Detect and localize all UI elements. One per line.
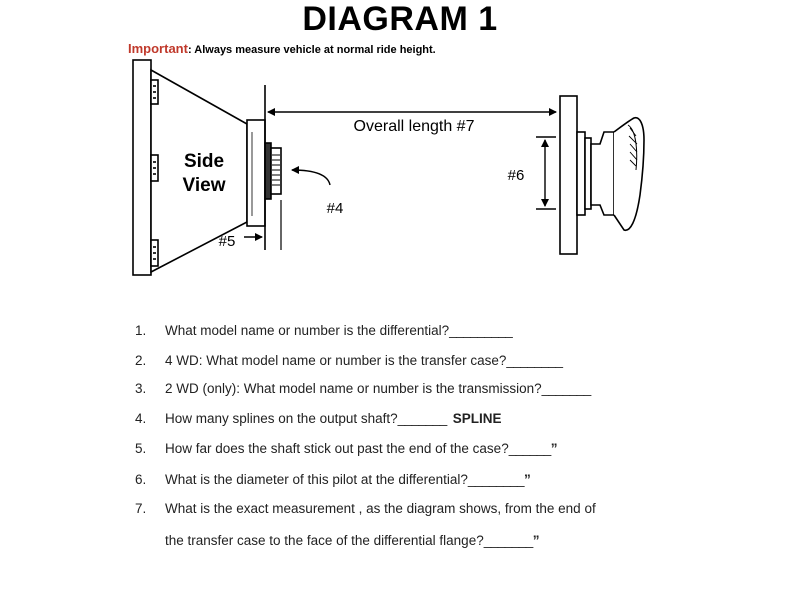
important-label: Important [128, 41, 188, 56]
label-4: #4 [326, 200, 344, 217]
question-number: 7. [135, 501, 147, 516]
label-5: #5 [218, 233, 236, 250]
question-number: 4. [135, 411, 147, 426]
question-text: 2 WD (only): What model name or number is the transmission? [165, 381, 542, 396]
inch-unit: ” [532, 533, 540, 548]
diagram-title: DIAGRAM 1 [302, 0, 498, 38]
answer-blank: ______ [508, 441, 551, 456]
transfer-case-step-2 [585, 138, 591, 209]
transfer-case-body [591, 132, 614, 215]
answer-blank: _______ [397, 411, 447, 426]
question-number: 5. [135, 441, 147, 456]
question-text: the transfer case to the face of the differential flange? [165, 533, 484, 548]
spline-unit-label: SPLINE [452, 411, 502, 426]
transfer-case-flange [560, 96, 577, 254]
side-view-label-line2: View [182, 175, 226, 196]
important-text: : Always measure vehicle at normal ride height. [187, 44, 436, 56]
question-text: How far does the shaft stick out past the end of the case? [165, 441, 509, 456]
answer-blank: _________ [449, 323, 513, 338]
differential-flange-face [247, 120, 265, 226]
answer-blank: _______ [541, 381, 591, 396]
side-view-label-line1: Side [183, 151, 225, 172]
question-text: What model name or number is the differential? [165, 323, 450, 338]
question-number: 1. [135, 323, 147, 338]
answer-blank: ________ [467, 472, 524, 487]
question-number: 6. [135, 472, 147, 487]
question-number: 2. [135, 353, 147, 368]
question-text: 4 WD: What model name or number is the transfer case? [165, 353, 507, 368]
question-text: What is the exact measurement , as the diagram shows, from the end of [165, 501, 596, 516]
question-text: How many splines on the output shaft? [165, 411, 398, 426]
differential-pilot [265, 143, 271, 199]
differential-flange-back [133, 60, 151, 275]
transfer-case-step-1 [577, 132, 585, 215]
question-number: 3. [135, 381, 147, 396]
pilot-diameter-dimension [536, 137, 556, 209]
question-text: What is the diameter of this pilot at the differential? [165, 472, 468, 487]
inch-unit: ” [524, 472, 531, 487]
transfer-case [560, 96, 644, 254]
answer-blank: ________ [506, 353, 563, 368]
transfer-case-tail [614, 118, 644, 231]
label-4-arrow [292, 170, 330, 185]
answer-blank: _______ [483, 533, 533, 548]
inch-unit: ” [550, 441, 558, 456]
overall-length-label: Overall length #7 [353, 118, 475, 135]
label-6: #6 [507, 167, 525, 184]
